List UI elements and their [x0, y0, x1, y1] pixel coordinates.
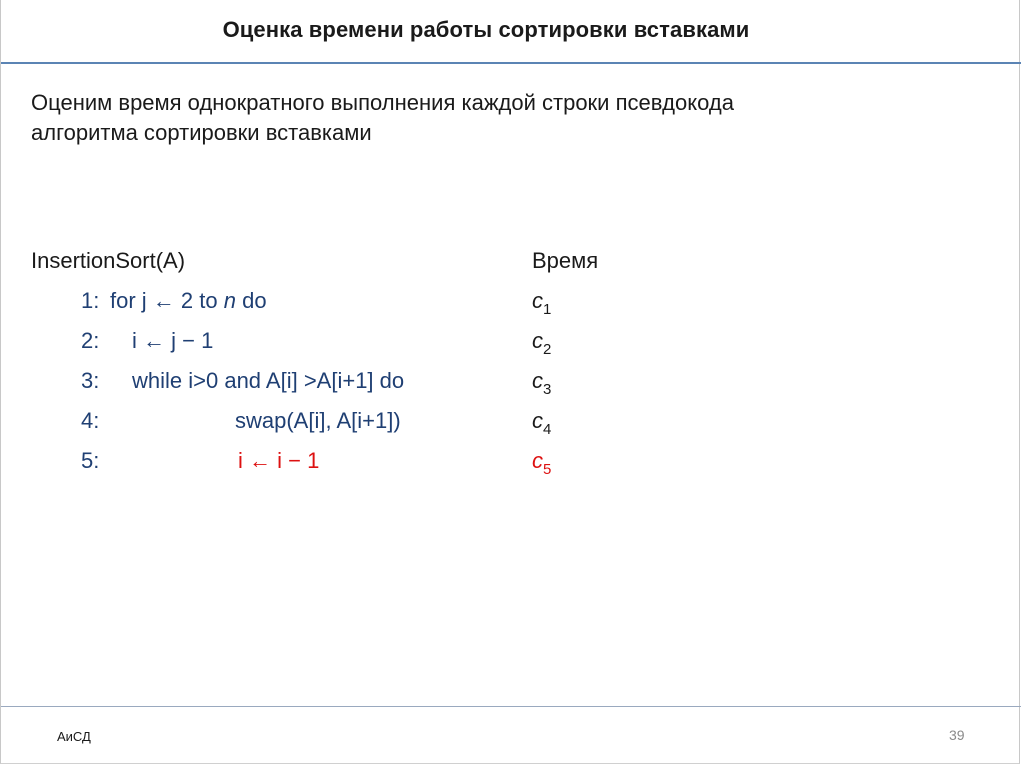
- line-number: 3:: [81, 368, 100, 393]
- line-code: [110, 288, 267, 314]
- code-text-after-n: do: [235, 288, 267, 313]
- line-code: i ← j − 1: [132, 328, 214, 353]
- cost-line-1: [532, 288, 552, 318]
- line-number: 1:: [81, 288, 100, 313]
- line-number: 4:: [81, 408, 100, 433]
- pseudocode-block: [1, 0, 1021, 700]
- slide-title: Оценка времени работы сортировки вставками: [222, 17, 750, 42]
- code-line-5: [1, 448, 501, 478]
- cost-symbol: c: [532, 368, 543, 393]
- code-line-1: [1, 288, 501, 318]
- code-var-n: n: [223, 288, 236, 313]
- footer-course-label: АиСД: [57, 729, 91, 744]
- time-column-header: Время: [532, 248, 599, 273]
- cost-line-2: [532, 328, 552, 358]
- cost-symbol: c: [532, 448, 543, 473]
- code-line-2: [1, 328, 501, 358]
- cost-line-4: [532, 408, 552, 438]
- intro-line-2: алгоритма сортировки вставками: [31, 120, 372, 145]
- code-text-before-n: for j ← 2 to: [110, 288, 224, 313]
- page-number: 39: [949, 727, 965, 743]
- cost-subscript: 1: [543, 301, 552, 318]
- line-code: while i>0 and A[i] >A[i+1] do: [132, 368, 405, 393]
- line-code: swap(A[i], A[i+1]): [235, 408, 401, 433]
- intro-line-1: Оценим время однократного выполнения каждой строки псевдокода: [31, 90, 734, 115]
- cost-symbol: c: [532, 328, 543, 353]
- cost-subscript: 3: [543, 381, 552, 398]
- code-line-4: [1, 408, 501, 438]
- code-line-3: [1, 368, 501, 398]
- cost-subscript: 5: [543, 461, 552, 478]
- line-number: 2:: [81, 328, 100, 353]
- line-code-highlighted: i ← i − 1: [238, 448, 320, 473]
- cost-subscript: 4: [543, 421, 552, 438]
- cost-symbol: c: [532, 408, 543, 433]
- cost-subscript: 2: [543, 341, 552, 358]
- cost-line-3: [532, 368, 552, 398]
- pseudocode-header: InsertionSort(A): [31, 248, 186, 273]
- cost-line-5: [532, 448, 552, 478]
- cost-symbol: c: [532, 288, 543, 313]
- line-number: 5:: [81, 448, 100, 473]
- footer-divider: [1, 706, 1021, 707]
